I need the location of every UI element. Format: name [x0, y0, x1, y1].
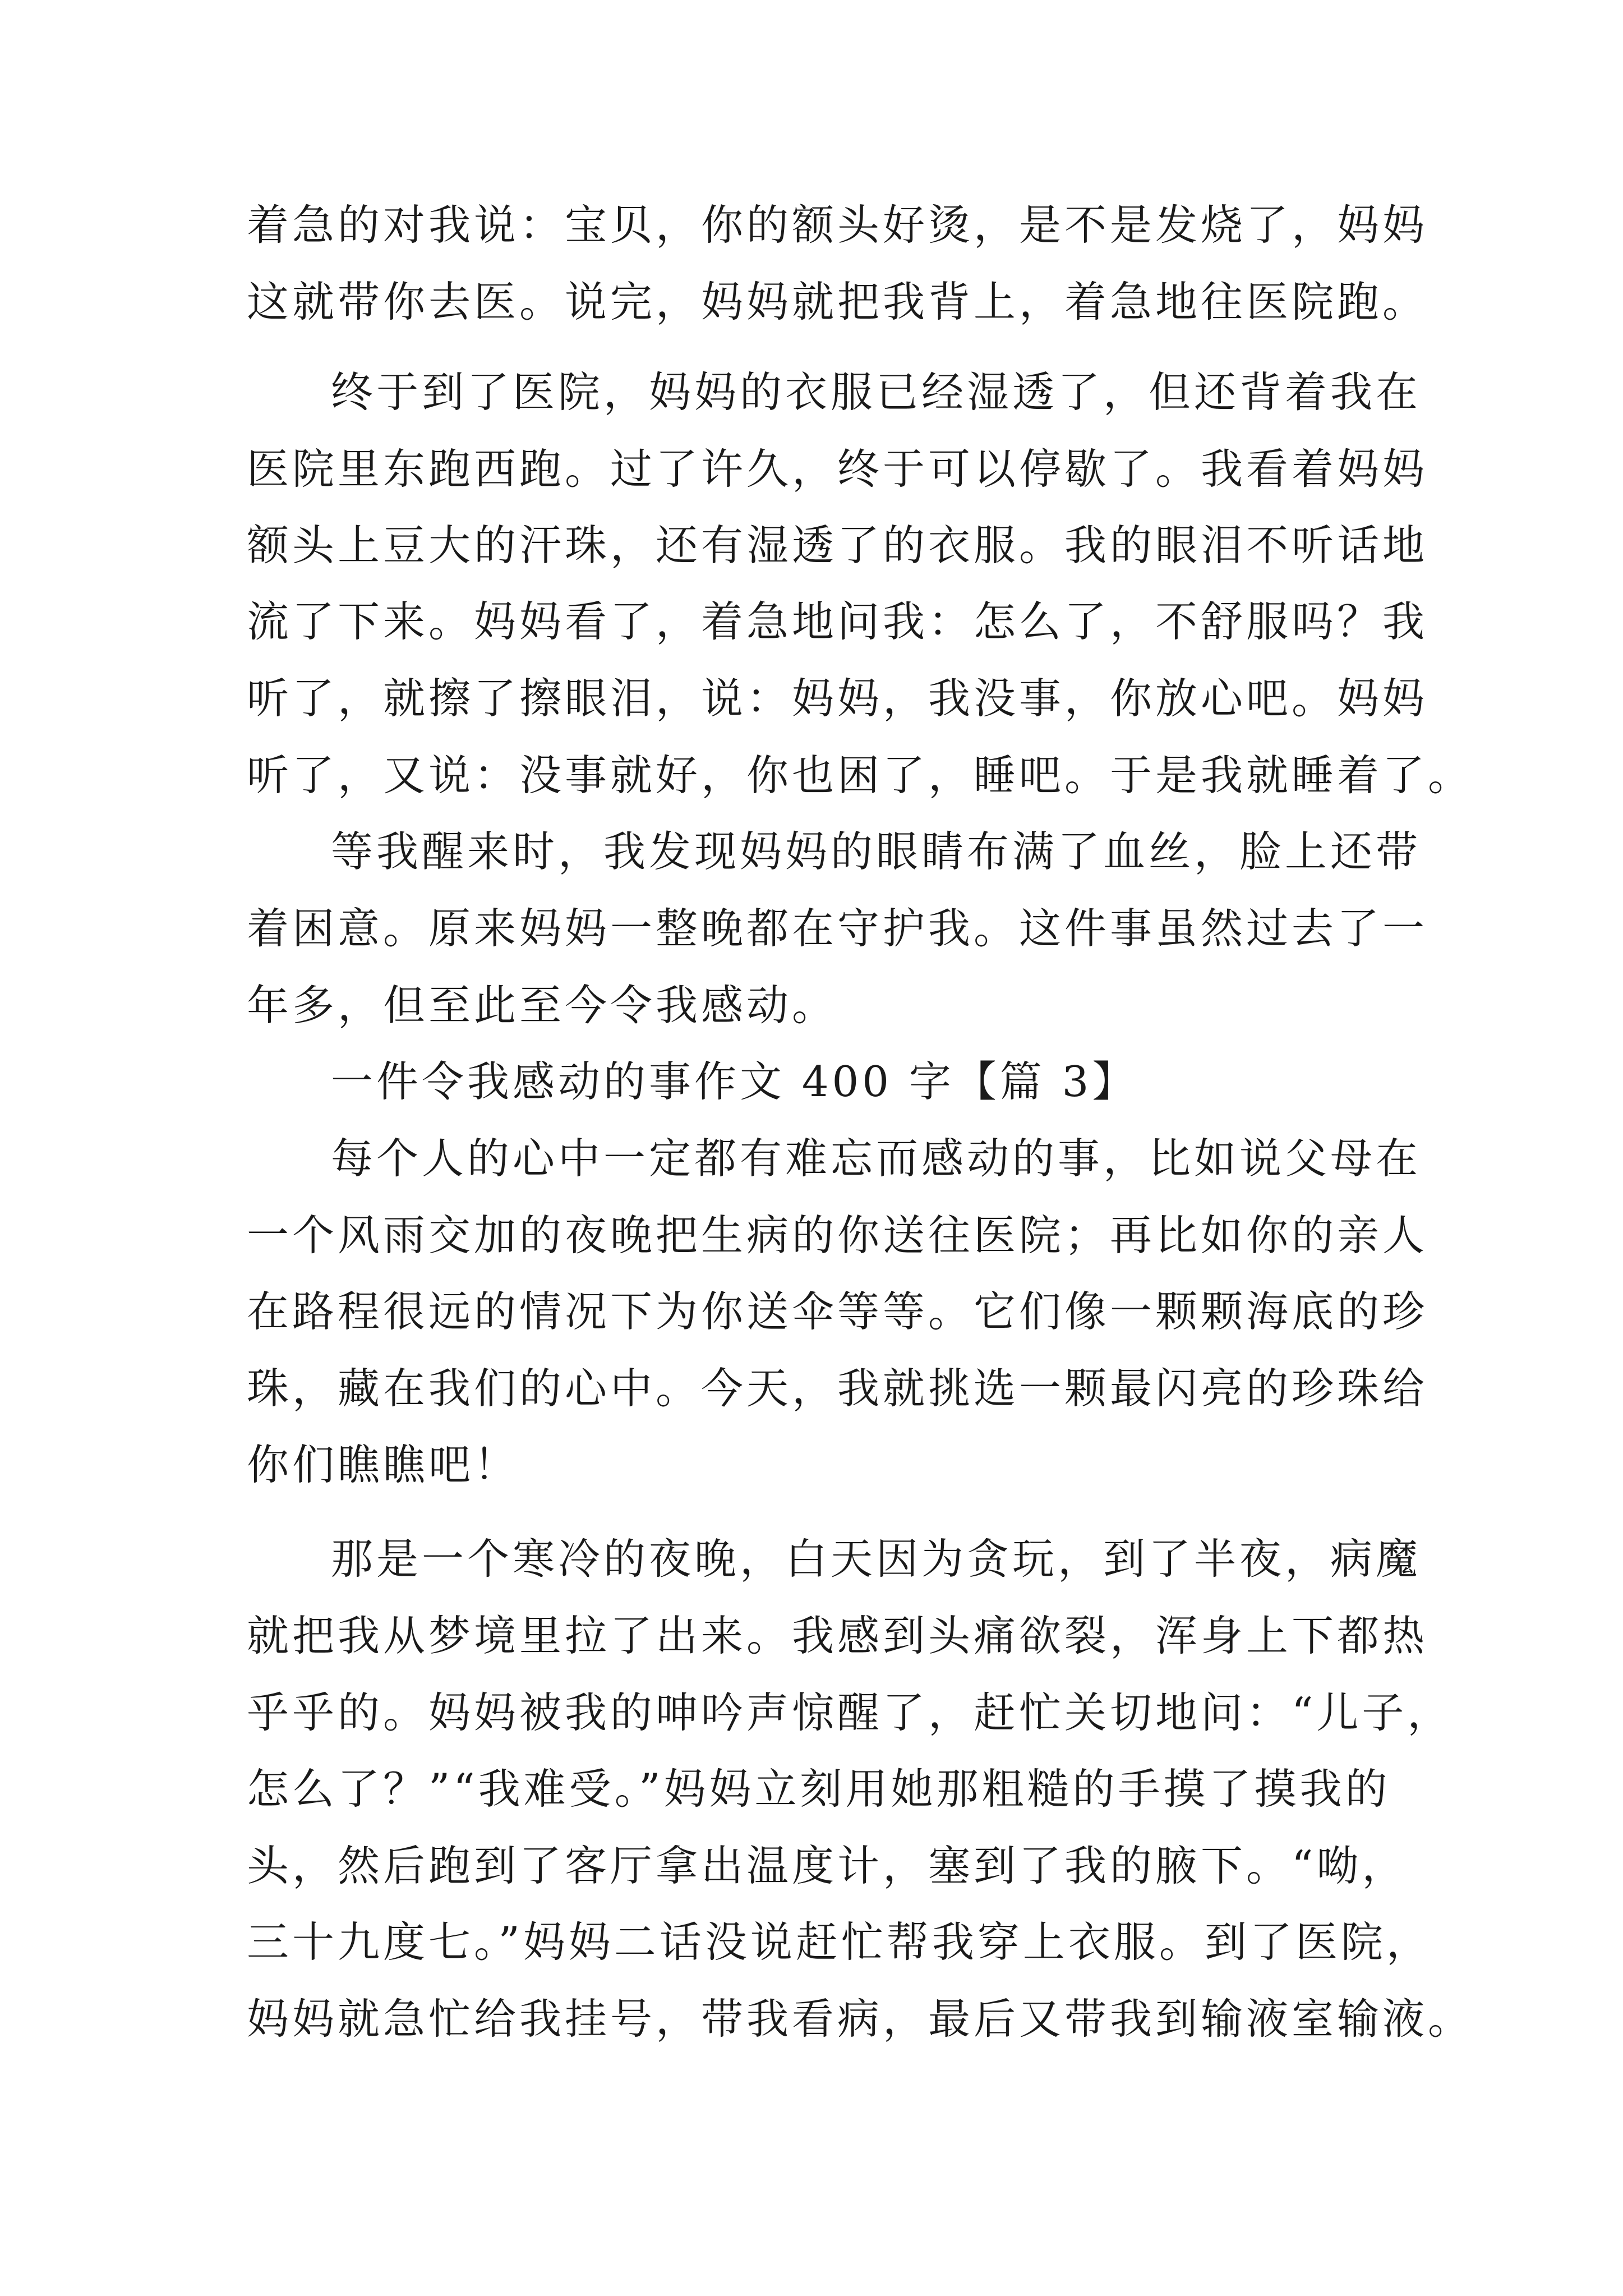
text-line: 珠，藏在我们的心中。今天，我就挑选一颗最闪亮的珍珠给 [247, 1364, 1428, 1413]
paragraph-start-line: 每个人的心中一定都有难忘而感动的事，比如说父母在 [331, 1134, 1422, 1183]
paragraph-start-line: 终于到了医院，妈妈的衣服已经湿透了，但还背着我在 [331, 367, 1422, 417]
text-line: 就把我从梦境里拉了出来。我感到头痛欲裂，浑身上下都热 [247, 1611, 1428, 1660]
text-line: 你们瞧瞧吧！ [247, 1440, 520, 1489]
text-line: 头，然后跑到了客厅拿出温度计，塞到了我的腋下。“呦， [247, 1841, 1408, 1890]
text-line: 听了，又说：没事就好，你也困了，睡吧。于是我就睡着了。 [247, 751, 1474, 800]
section-heading: 一件令我感动的事作文 400 字【篇 3】 [331, 1057, 1138, 1106]
text-line: 流了下来。妈妈看了，着急地问我：怎么了，不舒服吗？我 [247, 597, 1428, 646]
text-line: 妈妈就急忙给我挂号，带我看病，最后又带我到输液室输液。 [247, 1994, 1474, 2044]
text-line: 三十九度七。”妈妈二话没说赶忙帮我穿上衣服。到了医院， [247, 1917, 1432, 1967]
text-line: 在路程很远的情况下为你送伞等等。它们像一颗颗海底的珍 [247, 1287, 1428, 1336]
text-line: 这就带你去医。说完，妈妈就把我背上，着急地往医院跑。 [247, 277, 1428, 326]
text-line: 年多，但至此至今令我感动。 [247, 981, 838, 1030]
text-line: 医院里东跑西跑。过了许久，终于可以停歇了。我看着妈妈 [247, 444, 1428, 494]
text-line: 一个风雨交加的夜晚把生病的你送往医院；再比如你的亲人 [247, 1211, 1428, 1260]
text-line: 听了，就擦了擦眼泪，说：妈妈，我没事，你放心吧。妈妈 [247, 674, 1428, 723]
text-line: 额头上豆大的汗珠，还有湿透了的衣服。我的眼泪不听话地 [247, 521, 1428, 570]
text-line: 乎乎的。妈妈被我的呻吟声惊醒了，赶忙关切地问：“儿子， [247, 1688, 1453, 1737]
text-line: 怎么了？”“我难受。”妈妈立刻用她那粗糙的手摸了摸我的 [247, 1764, 1391, 1814]
paragraph-start-line: 那是一个寒冷的夜晚，白天因为贪玩，到了半夜，病魔 [331, 1534, 1422, 1584]
text-line: 着困意。原来妈妈一整晚都在守护我。这件事虽然过去了一 [247, 904, 1428, 953]
text-line: 着急的对我说：宝贝，你的额头好烫，是不是发烧了，妈妈 [247, 200, 1428, 250]
paragraph-start-line: 等我醒来时，我发现妈妈的眼睛布满了血丝，脸上还带 [331, 827, 1422, 876]
